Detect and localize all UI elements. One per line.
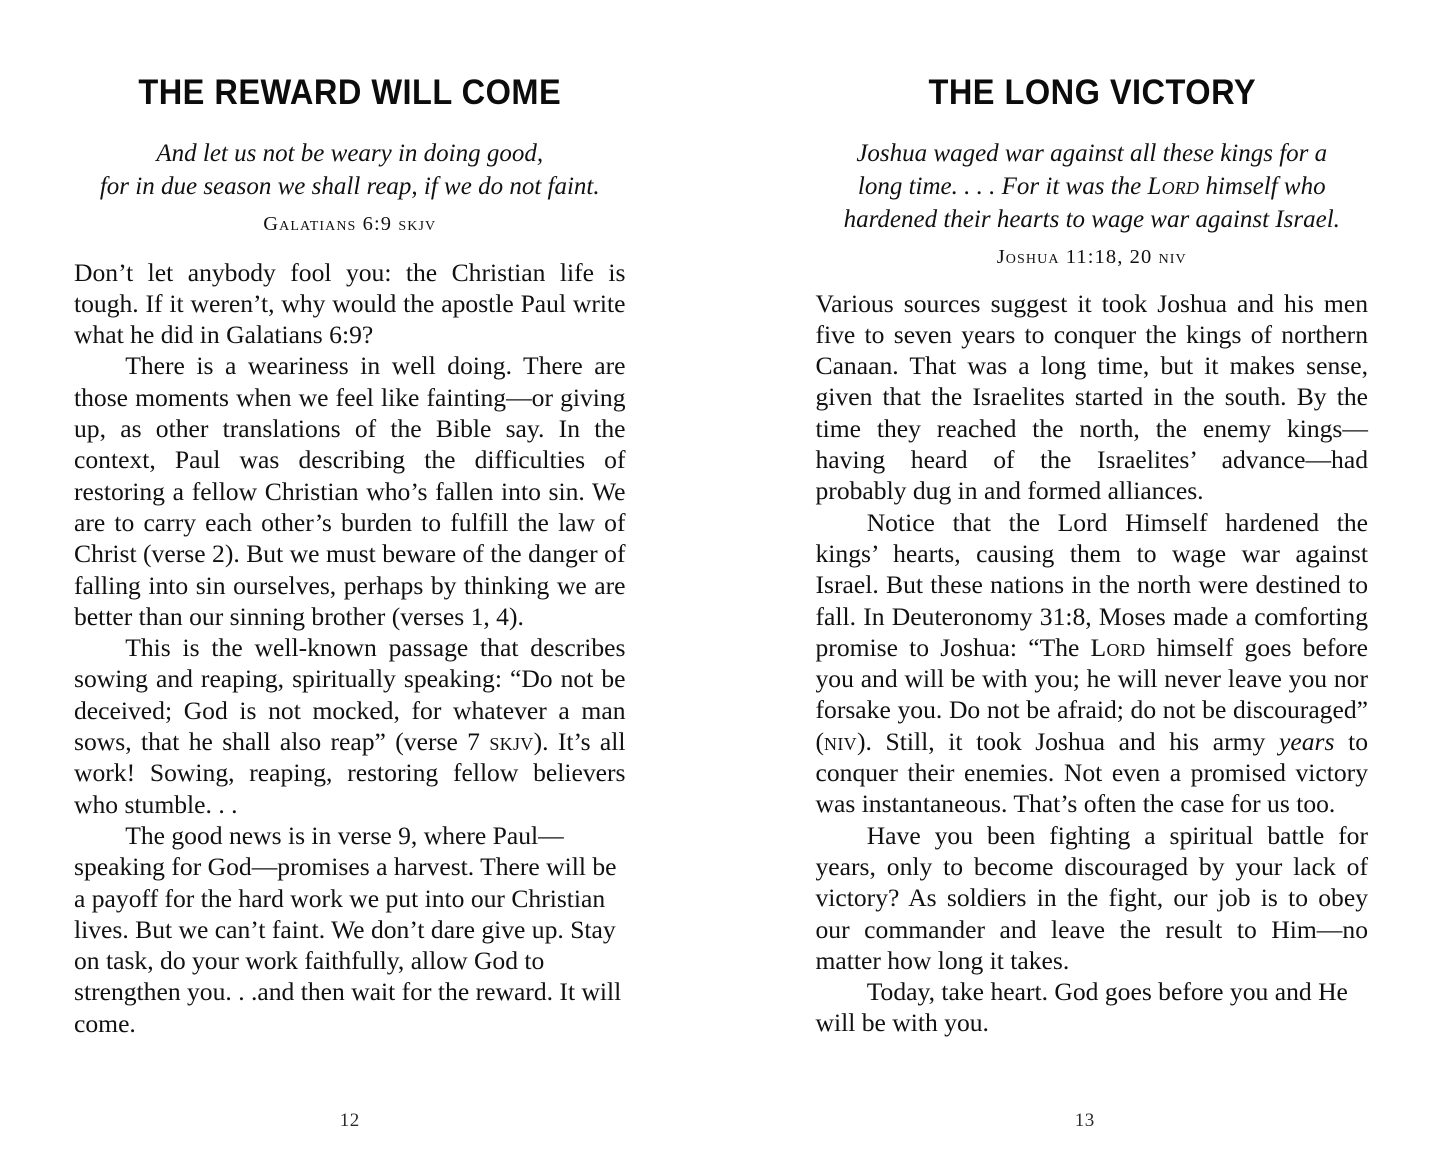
right-page-number: 13 xyxy=(1074,1110,1095,1131)
right-epigraph xyxy=(816,137,1369,236)
left-epigraph-line-2: for in due season we shall reap, if we do not faint. xyxy=(99,173,600,200)
right-chapter-title: THE LONG VICTORY xyxy=(927,73,1256,112)
left-epigraph-line-1: And let us not be weary in doing good, xyxy=(156,140,544,167)
left-p3-text-b: ). It’s all work! Sowing, reaping, restoring fellow believers who stumble. . . xyxy=(74,727,626,819)
right-epigraph-line-3: hardened their hearts to wage war against Israel. xyxy=(843,206,1340,233)
left-epigraph xyxy=(74,137,626,203)
right-p2-text-a: Notice that the Lord Himself hardened the kings’ hearts, causing them to wage war against Israel. But these nations in the north were destined to fall. In Deuteronomy 31:8, Moses made a comforting promise to Joshua: “The xyxy=(815,507,1368,662)
right-p2-text-d: to conquer their enemies. Not even a promised victory was instantaneous. That’s often the case for us too. xyxy=(815,726,1368,819)
right-paragraph-1: Various sources suggest it took Joshua and his men five to seven years to conquer the kings of northern Canaan. That was a long time, but it makes sense, given that the Israelites started in the south. By the time they reached the north, the enemy kings—having heard of the Israelites’ advance—had probably dug in and formed alliances. xyxy=(815,288,1368,506)
left-paragraph-4: The good news is in verse 9, where Paul—speaking for God—promises a harvest. There will be a payoff for the hard work we put into our Christian lives. But we can’t faint. We don’t dare give up. Stay on task, do your work faithfully, allow God to strengthen you. . .and then wait for the reward. It will come. xyxy=(74,820,622,1038)
left-p3-version-abbr: skjv xyxy=(489,727,534,757)
right-p2-text-c: ). Still, it took Joshua and his army xyxy=(856,726,1279,756)
right-paragraph-3: Have you been fighting a spiritual battle for years, only to become discouraged by your lack of victory? As soldiers in the fight, our job is to obey our commander and leave the result to Him—no matter how long it takes. xyxy=(815,820,1368,975)
right-paragraph-4: Today, take heart. God goes before you and He will be with you. xyxy=(815,977,1348,1038)
left-scripture-citation: Galatians 6:9 skjv xyxy=(263,213,437,235)
right-scripture-citation: Joshua 11:18, 20 niv xyxy=(996,246,1187,268)
right-epigraph-line-2-a: long time. . . . For it was the xyxy=(857,173,1148,200)
right-page xyxy=(723,0,1445,1174)
left-paragraph-1: Don’t let anybody fool you: the Christian life is tough. If it weren’t, why would the apostle Paul write what he did in Galatians 6:9? xyxy=(74,257,626,350)
left-body-text xyxy=(74,257,626,1039)
left-chapter-title: THE REWARD WILL COME xyxy=(138,73,562,112)
right-p2-version-abbr: niv xyxy=(824,726,857,756)
left-paragraph-3 xyxy=(74,632,626,820)
left-p3-text-a: This is the well-known passage that describes sowing and reaping, spiritually speaking: “Do not be deceived; God is not mocked, for whatever a man sows, that he shall also reap” (verse 7 xyxy=(74,633,626,757)
right-epigraph-lord: Lord xyxy=(1147,173,1200,200)
right-epigraph-line-2 xyxy=(816,170,1369,203)
right-paragraph-2 xyxy=(816,507,1369,820)
left-page-number: 12 xyxy=(339,1110,360,1131)
right-p2-text-b: himself goes before you and will be with you; he will never leave you nor forsake you. Do not be afraid; do not be discouraged” ( xyxy=(815,632,1368,756)
left-paragraph-2: There is a weariness in well doing. There are those moments when we feel like fainting—or giving up, as other translations of the Bible say. In the context, Paul was describing the difficulties of restoring a fellow Christian who’s fallen into sin. We are to carry each other’s burden to fulfill the law of Christ (verse 2). But we must beware of the danger of falling into sin ourselves, perhaps by thinking we are better than our sinning brother (verses 1, 4). xyxy=(74,351,626,631)
right-epigraph-line-1: Joshua waged war against all these kings for a xyxy=(856,140,1328,167)
right-epigraph-line-2-b: himself who xyxy=(1199,173,1326,200)
right-p2-lord: Lord xyxy=(1090,632,1146,662)
right-body-text xyxy=(816,288,1369,1039)
right-p2-emphasis-years: years xyxy=(1278,726,1335,756)
